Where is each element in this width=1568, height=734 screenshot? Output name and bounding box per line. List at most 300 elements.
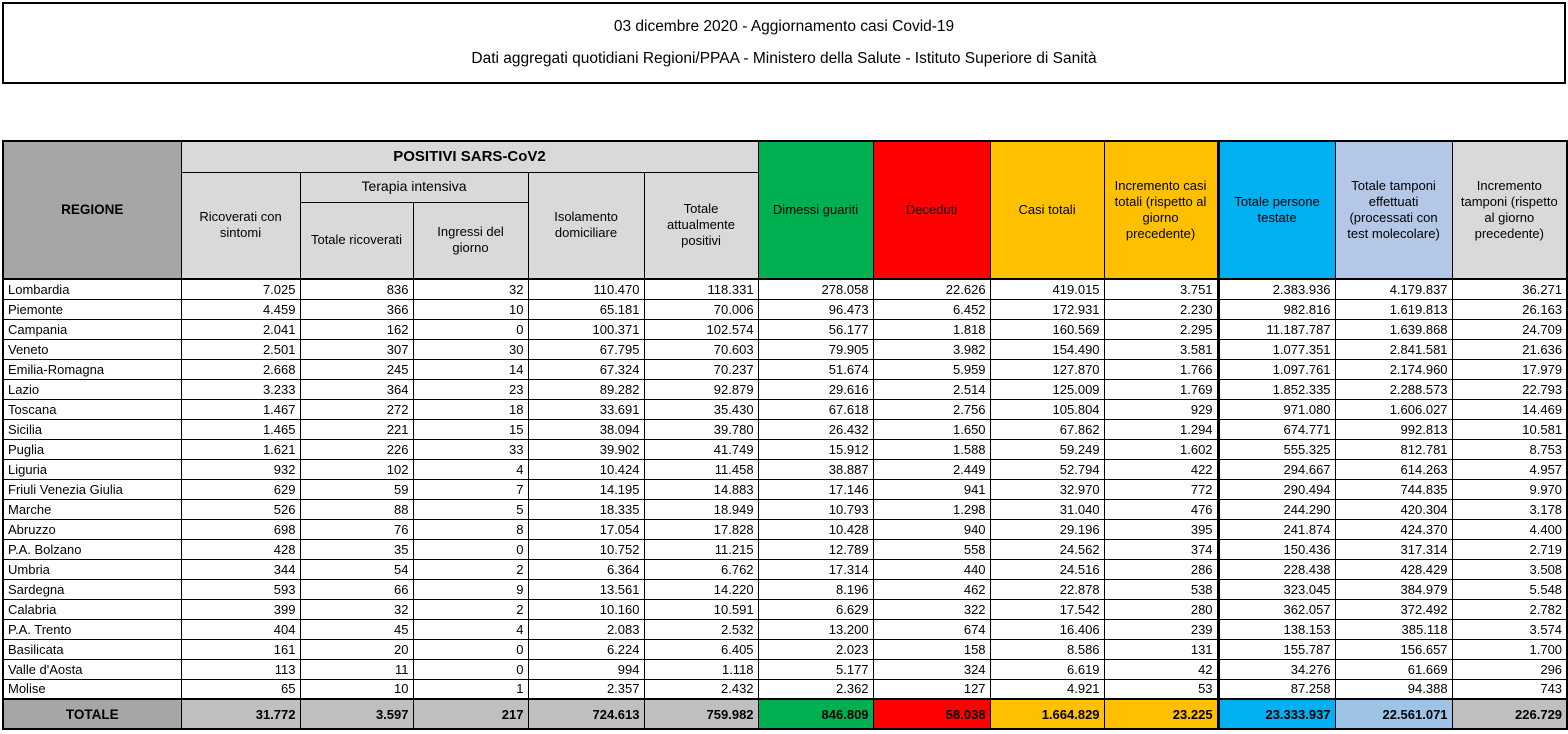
header-ingressi-del-giorno: Ingressi del giorno xyxy=(413,202,528,279)
table-row xyxy=(3,319,1567,339)
table-row xyxy=(3,299,1567,319)
value-cell: 14.883 xyxy=(644,479,758,499)
value-cell: 31.040 xyxy=(990,499,1104,519)
value-cell: 4.921 xyxy=(990,679,1104,699)
region-cell: Umbria xyxy=(3,559,181,579)
table-row xyxy=(3,459,1567,479)
value-cell: 971.080 xyxy=(1218,399,1335,419)
value-cell: 53 xyxy=(1104,679,1218,699)
value-cell: 2.174.960 xyxy=(1335,359,1452,379)
value-cell: 698 xyxy=(181,519,300,539)
value-cell: 2.288.573 xyxy=(1335,379,1452,399)
value-cell: 10.581 xyxy=(1452,419,1567,439)
value-cell: 555.325 xyxy=(1218,439,1335,459)
value-cell: 1.650 xyxy=(873,419,990,439)
value-cell: 6.224 xyxy=(528,639,644,659)
value-cell: 399 xyxy=(181,599,300,619)
table-row xyxy=(3,479,1567,499)
table-body xyxy=(3,279,1567,699)
table-row xyxy=(3,519,1567,539)
value-cell: 51.674 xyxy=(758,359,873,379)
value-cell: 110.470 xyxy=(528,279,644,299)
value-cell: 138.153 xyxy=(1218,619,1335,639)
value-cell: 127.870 xyxy=(990,359,1104,379)
totale-value-cell: 3.597 xyxy=(300,699,413,729)
value-cell: 17.146 xyxy=(758,479,873,499)
value-cell: 158 xyxy=(873,639,990,659)
value-cell: 172.931 xyxy=(990,299,1104,319)
value-cell: 1.639.868 xyxy=(1335,319,1452,339)
value-cell: 15.912 xyxy=(758,439,873,459)
region-cell: Molise xyxy=(3,679,181,699)
value-cell: 940 xyxy=(873,519,990,539)
value-cell: 941 xyxy=(873,479,990,499)
value-cell: 17.542 xyxy=(990,599,1104,619)
table-row xyxy=(3,439,1567,459)
value-cell: 324 xyxy=(873,659,990,679)
value-cell: 322 xyxy=(873,599,990,619)
value-cell: 14.195 xyxy=(528,479,644,499)
value-cell: 278.058 xyxy=(758,279,873,299)
value-cell: 38.887 xyxy=(758,459,873,479)
region-cell: Campania xyxy=(3,319,181,339)
value-cell: 593 xyxy=(181,579,300,599)
value-cell: 11.458 xyxy=(644,459,758,479)
totale-value-cell: 846.809 xyxy=(758,699,873,729)
value-cell: 14.220 xyxy=(644,579,758,599)
value-cell: 10.424 xyxy=(528,459,644,479)
value-cell: 22.793 xyxy=(1452,379,1567,399)
value-cell: 38.094 xyxy=(528,419,644,439)
value-cell: 14 xyxy=(413,359,528,379)
value-cell: 102.574 xyxy=(644,319,758,339)
value-cell: 18.949 xyxy=(644,499,758,519)
value-cell: 9 xyxy=(413,579,528,599)
value-cell: 102 xyxy=(300,459,413,479)
value-cell: 3.581 xyxy=(1104,339,1218,359)
value-cell: 3.178 xyxy=(1452,499,1567,519)
value-cell: 221 xyxy=(300,419,413,439)
header-terapia-intensiva-group: Terapia intensiva xyxy=(300,172,528,202)
table-row xyxy=(3,639,1567,659)
header-incremento-tamponi: Incremento tamponi (rispetto al giorno precedente) xyxy=(1452,141,1567,279)
table-row xyxy=(3,359,1567,379)
value-cell: 0 xyxy=(413,659,528,679)
value-cell: 2 xyxy=(413,599,528,619)
value-cell: 6.619 xyxy=(990,659,1104,679)
value-cell: 929 xyxy=(1104,399,1218,419)
value-cell: 772 xyxy=(1104,479,1218,499)
table-row xyxy=(3,399,1567,419)
value-cell: 32.970 xyxy=(990,479,1104,499)
value-cell: 1.465 xyxy=(181,419,300,439)
value-cell: 34.276 xyxy=(1218,659,1335,679)
value-cell: 94.388 xyxy=(1335,679,1452,699)
value-cell: 67.795 xyxy=(528,339,644,359)
value-cell: 89.282 xyxy=(528,379,644,399)
value-cell: 422 xyxy=(1104,459,1218,479)
region-cell: Toscana xyxy=(3,399,181,419)
value-cell: 4.459 xyxy=(181,299,300,319)
value-cell: 87.258 xyxy=(1218,679,1335,699)
value-cell: 24.562 xyxy=(990,539,1104,559)
value-cell: 65.181 xyxy=(528,299,644,319)
value-cell: 26.163 xyxy=(1452,299,1567,319)
value-cell: 156.657 xyxy=(1335,639,1452,659)
value-cell: 88 xyxy=(300,499,413,519)
value-cell: 3.574 xyxy=(1452,619,1567,639)
value-cell: 992.813 xyxy=(1335,419,1452,439)
value-cell: 52.794 xyxy=(990,459,1104,479)
report-title-box xyxy=(2,2,1566,84)
value-cell: 105.804 xyxy=(990,399,1104,419)
value-cell: 2.719 xyxy=(1452,539,1567,559)
value-cell: 67.862 xyxy=(990,419,1104,439)
header-casi-totali: Casi totali xyxy=(990,141,1104,279)
value-cell: 674 xyxy=(873,619,990,639)
value-cell: 6.405 xyxy=(644,639,758,659)
value-cell: 226 xyxy=(300,439,413,459)
value-cell: 241.874 xyxy=(1218,519,1335,539)
value-cell: 3.233 xyxy=(181,379,300,399)
region-cell: Sicilia xyxy=(3,419,181,439)
value-cell: 155.787 xyxy=(1218,639,1335,659)
table-row xyxy=(3,619,1567,639)
totale-value-cell: 23.333.937 xyxy=(1218,699,1335,729)
value-cell: 4.957 xyxy=(1452,459,1567,479)
value-cell: 280 xyxy=(1104,599,1218,619)
value-cell: 29.616 xyxy=(758,379,873,399)
value-cell: 30 xyxy=(413,339,528,359)
value-cell: 24.516 xyxy=(990,559,1104,579)
value-cell: 18.335 xyxy=(528,499,644,519)
value-cell: 17.314 xyxy=(758,559,873,579)
value-cell: 374 xyxy=(1104,539,1218,559)
value-cell: 428.429 xyxy=(1335,559,1452,579)
value-cell: 1.769 xyxy=(1104,379,1218,399)
value-cell: 13.200 xyxy=(758,619,873,639)
value-cell: 812.781 xyxy=(1335,439,1452,459)
value-cell: 2.514 xyxy=(873,379,990,399)
value-cell: 244.290 xyxy=(1218,499,1335,519)
value-cell: 1.467 xyxy=(181,399,300,419)
region-cell: P.A. Trento xyxy=(3,619,181,639)
value-cell: 245 xyxy=(300,359,413,379)
value-cell: 2.083 xyxy=(528,619,644,639)
table-row xyxy=(3,679,1567,699)
table-row xyxy=(3,279,1567,299)
value-cell: 35 xyxy=(300,539,413,559)
region-cell: Puglia xyxy=(3,439,181,459)
value-cell: 1.852.335 xyxy=(1218,379,1335,399)
value-cell: 22.626 xyxy=(873,279,990,299)
value-cell: 1.294 xyxy=(1104,419,1218,439)
value-cell: 5.959 xyxy=(873,359,990,379)
value-cell: 290.494 xyxy=(1218,479,1335,499)
value-cell: 131 xyxy=(1104,639,1218,659)
value-cell: 462 xyxy=(873,579,990,599)
value-cell: 372.492 xyxy=(1335,599,1452,619)
value-cell: 424.370 xyxy=(1335,519,1452,539)
value-cell: 296 xyxy=(1452,659,1567,679)
value-cell: 10.160 xyxy=(528,599,644,619)
totale-value-cell: 759.982 xyxy=(644,699,758,729)
value-cell: 2.041 xyxy=(181,319,300,339)
value-cell: 8.586 xyxy=(990,639,1104,659)
value-cell: 32 xyxy=(300,599,413,619)
region-cell: Calabria xyxy=(3,599,181,619)
table-row xyxy=(3,559,1567,579)
region-cell: Sardegna xyxy=(3,579,181,599)
totale-value-cell: 217 xyxy=(413,699,528,729)
table-row xyxy=(3,539,1567,559)
value-cell: 23 xyxy=(413,379,528,399)
header-ricoverati-con-sintomi: Ricoverati con sintomi xyxy=(181,172,300,279)
value-cell: 2 xyxy=(413,559,528,579)
value-cell: 22.878 xyxy=(990,579,1104,599)
totale-row xyxy=(3,699,1567,729)
region-cell: P.A. Bolzano xyxy=(3,539,181,559)
value-cell: 1.118 xyxy=(644,659,758,679)
header-positivi-group: POSITIVI SARS-CoV2 xyxy=(181,141,758,172)
value-cell: 674.771 xyxy=(1218,419,1335,439)
value-cell: 2.362 xyxy=(758,679,873,699)
value-cell: 2.841.581 xyxy=(1335,339,1452,359)
value-cell: 558 xyxy=(873,539,990,559)
value-cell: 2.782 xyxy=(1452,599,1567,619)
value-cell: 2.357 xyxy=(528,679,644,699)
value-cell: 12.789 xyxy=(758,539,873,559)
region-cell: Liguria xyxy=(3,459,181,479)
value-cell: 1.619.813 xyxy=(1335,299,1452,319)
value-cell: 2.668 xyxy=(181,359,300,379)
value-cell: 1.766 xyxy=(1104,359,1218,379)
value-cell: 70.006 xyxy=(644,299,758,319)
value-cell: 317.314 xyxy=(1335,539,1452,559)
value-cell: 1.602 xyxy=(1104,439,1218,459)
value-cell: 162 xyxy=(300,319,413,339)
value-cell: 440 xyxy=(873,559,990,579)
value-cell: 3.751 xyxy=(1104,279,1218,299)
value-cell: 629 xyxy=(181,479,300,499)
value-cell: 8 xyxy=(413,519,528,539)
value-cell: 26.432 xyxy=(758,419,873,439)
value-cell: 10.428 xyxy=(758,519,873,539)
value-cell: 161 xyxy=(181,639,300,659)
value-cell: 1.298 xyxy=(873,499,990,519)
table-row xyxy=(3,379,1567,399)
value-cell: 10 xyxy=(413,299,528,319)
value-cell: 21.636 xyxy=(1452,339,1567,359)
value-cell: 11.187.787 xyxy=(1218,319,1335,339)
value-cell: 6.364 xyxy=(528,559,644,579)
value-cell: 994 xyxy=(528,659,644,679)
value-cell: 3.982 xyxy=(873,339,990,359)
value-cell: 17.828 xyxy=(644,519,758,539)
value-cell: 54 xyxy=(300,559,413,579)
value-cell: 70.603 xyxy=(644,339,758,359)
value-cell: 0 xyxy=(413,319,528,339)
value-cell: 13.561 xyxy=(528,579,644,599)
region-cell: Basilicata xyxy=(3,639,181,659)
value-cell: 526 xyxy=(181,499,300,519)
value-cell: 100.371 xyxy=(528,319,644,339)
value-cell: 14.469 xyxy=(1452,399,1567,419)
value-cell: 364 xyxy=(300,379,413,399)
value-cell: 1 xyxy=(413,679,528,699)
value-cell: 70.237 xyxy=(644,359,758,379)
value-cell: 272 xyxy=(300,399,413,419)
value-cell: 2.023 xyxy=(758,639,873,659)
value-cell: 3.508 xyxy=(1452,559,1567,579)
value-cell: 56.177 xyxy=(758,319,873,339)
value-cell: 20 xyxy=(300,639,413,659)
header-totale-attualmente-positivi: Totale attualmente positivi xyxy=(644,172,758,279)
totale-value-cell: 31.772 xyxy=(181,699,300,729)
value-cell: 1.700 xyxy=(1452,639,1567,659)
value-cell: 6.762 xyxy=(644,559,758,579)
value-cell: 113 xyxy=(181,659,300,679)
value-cell: 4.179.837 xyxy=(1335,279,1452,299)
value-cell: 5.548 xyxy=(1452,579,1567,599)
value-cell: 2.532 xyxy=(644,619,758,639)
header-incremento-casi-totali: Incremento casi totali (rispetto al giorno precedente) xyxy=(1104,141,1218,279)
value-cell: 41.749 xyxy=(644,439,758,459)
header-totale-ricoverati: Totale ricoverati xyxy=(300,202,413,279)
region-cell: Friuli Venezia Giulia xyxy=(3,479,181,499)
value-cell: 743 xyxy=(1452,679,1567,699)
header-totale-persone-testate: Totale persone testate xyxy=(1218,141,1335,279)
value-cell: 7.025 xyxy=(181,279,300,299)
region-cell: Abruzzo xyxy=(3,519,181,539)
header-deceduti: Deceduti xyxy=(873,141,990,279)
header-isolamento-domiciliare: Isolamento domiciliare xyxy=(528,172,644,279)
totale-value-cell: 724.613 xyxy=(528,699,644,729)
value-cell: 2.449 xyxy=(873,459,990,479)
value-cell: 45 xyxy=(300,619,413,639)
value-cell: 362.057 xyxy=(1218,599,1335,619)
value-cell: 7 xyxy=(413,479,528,499)
value-cell: 286 xyxy=(1104,559,1218,579)
value-cell: 428 xyxy=(181,539,300,559)
value-cell: 385.118 xyxy=(1335,619,1452,639)
value-cell: 2.501 xyxy=(181,339,300,359)
value-cell: 344 xyxy=(181,559,300,579)
value-cell: 10.752 xyxy=(528,539,644,559)
value-cell: 160.569 xyxy=(990,319,1104,339)
value-cell: 32 xyxy=(413,279,528,299)
table-header xyxy=(3,141,1567,279)
totale-value-cell: 22.561.071 xyxy=(1335,699,1452,729)
value-cell: 76 xyxy=(300,519,413,539)
value-cell: 395 xyxy=(1104,519,1218,539)
value-cell: 404 xyxy=(181,619,300,639)
value-cell: 59 xyxy=(300,479,413,499)
header-dimessi-guariti: Dimessi guariti xyxy=(758,141,873,279)
value-cell: 18 xyxy=(413,399,528,419)
value-cell: 4 xyxy=(413,459,528,479)
header-regione: REGIONE xyxy=(3,141,181,279)
value-cell: 8.196 xyxy=(758,579,873,599)
report-title-line2: Dati aggregati quotidiani Regioni/PPAA - Ministero della Salute - Istituto Superiore di Sanità xyxy=(471,50,1097,67)
table-row xyxy=(3,579,1567,599)
value-cell: 2.383.936 xyxy=(1218,279,1335,299)
value-cell: 125.009 xyxy=(990,379,1104,399)
value-cell: 65 xyxy=(181,679,300,699)
value-cell: 154.490 xyxy=(990,339,1104,359)
value-cell: 11.215 xyxy=(644,539,758,559)
value-cell: 29.196 xyxy=(990,519,1104,539)
table-row xyxy=(3,499,1567,519)
value-cell: 366 xyxy=(300,299,413,319)
value-cell: 61.669 xyxy=(1335,659,1452,679)
value-cell: 420.304 xyxy=(1335,499,1452,519)
value-cell: 33.691 xyxy=(528,399,644,419)
value-cell: 9.970 xyxy=(1452,479,1567,499)
region-cell: Valle d'Aosta xyxy=(3,659,181,679)
table-row xyxy=(3,419,1567,439)
totale-value-cell: 1.664.829 xyxy=(990,699,1104,729)
value-cell: 127 xyxy=(873,679,990,699)
value-cell: 150.436 xyxy=(1218,539,1335,559)
totale-value-cell: 226.729 xyxy=(1452,699,1567,729)
value-cell: 118.331 xyxy=(644,279,758,299)
value-cell: 67.618 xyxy=(758,399,873,419)
value-cell: 1.606.027 xyxy=(1335,399,1452,419)
value-cell: 5.177 xyxy=(758,659,873,679)
value-cell: 419.015 xyxy=(990,279,1104,299)
table-row xyxy=(3,599,1567,619)
region-cell: Marche xyxy=(3,499,181,519)
value-cell: 1.077.351 xyxy=(1218,339,1335,359)
value-cell: 614.263 xyxy=(1335,459,1452,479)
value-cell: 1.818 xyxy=(873,319,990,339)
value-cell: 59.249 xyxy=(990,439,1104,459)
value-cell: 4.400 xyxy=(1452,519,1567,539)
totale-value-cell: 58.038 xyxy=(873,699,990,729)
value-cell: 2.432 xyxy=(644,679,758,699)
value-cell: 2.230 xyxy=(1104,299,1218,319)
value-cell: 10.591 xyxy=(644,599,758,619)
value-cell: 36.271 xyxy=(1452,279,1567,299)
value-cell: 294.667 xyxy=(1218,459,1335,479)
value-cell: 836 xyxy=(300,279,413,299)
value-cell: 384.979 xyxy=(1335,579,1452,599)
region-cell: Veneto xyxy=(3,339,181,359)
value-cell: 6.629 xyxy=(758,599,873,619)
value-cell: 0 xyxy=(413,539,528,559)
value-cell: 323.045 xyxy=(1218,579,1335,599)
value-cell: 476 xyxy=(1104,499,1218,519)
totale-label-cell: TOTALE xyxy=(3,699,181,729)
value-cell: 8.753 xyxy=(1452,439,1567,459)
value-cell: 1.621 xyxy=(181,439,300,459)
totale-value-cell: 23.225 xyxy=(1104,699,1218,729)
value-cell: 39.780 xyxy=(644,419,758,439)
value-cell: 1.097.761 xyxy=(1218,359,1335,379)
value-cell: 239 xyxy=(1104,619,1218,639)
region-cell: Emilia-Romagna xyxy=(3,359,181,379)
value-cell: 92.879 xyxy=(644,379,758,399)
covid-data-table xyxy=(2,140,1568,730)
value-cell: 2.756 xyxy=(873,399,990,419)
value-cell: 1.588 xyxy=(873,439,990,459)
region-cell: Piemonte xyxy=(3,299,181,319)
value-cell: 744.835 xyxy=(1335,479,1452,499)
value-cell: 2.295 xyxy=(1104,319,1218,339)
table-row xyxy=(3,339,1567,359)
value-cell: 982.816 xyxy=(1218,299,1335,319)
